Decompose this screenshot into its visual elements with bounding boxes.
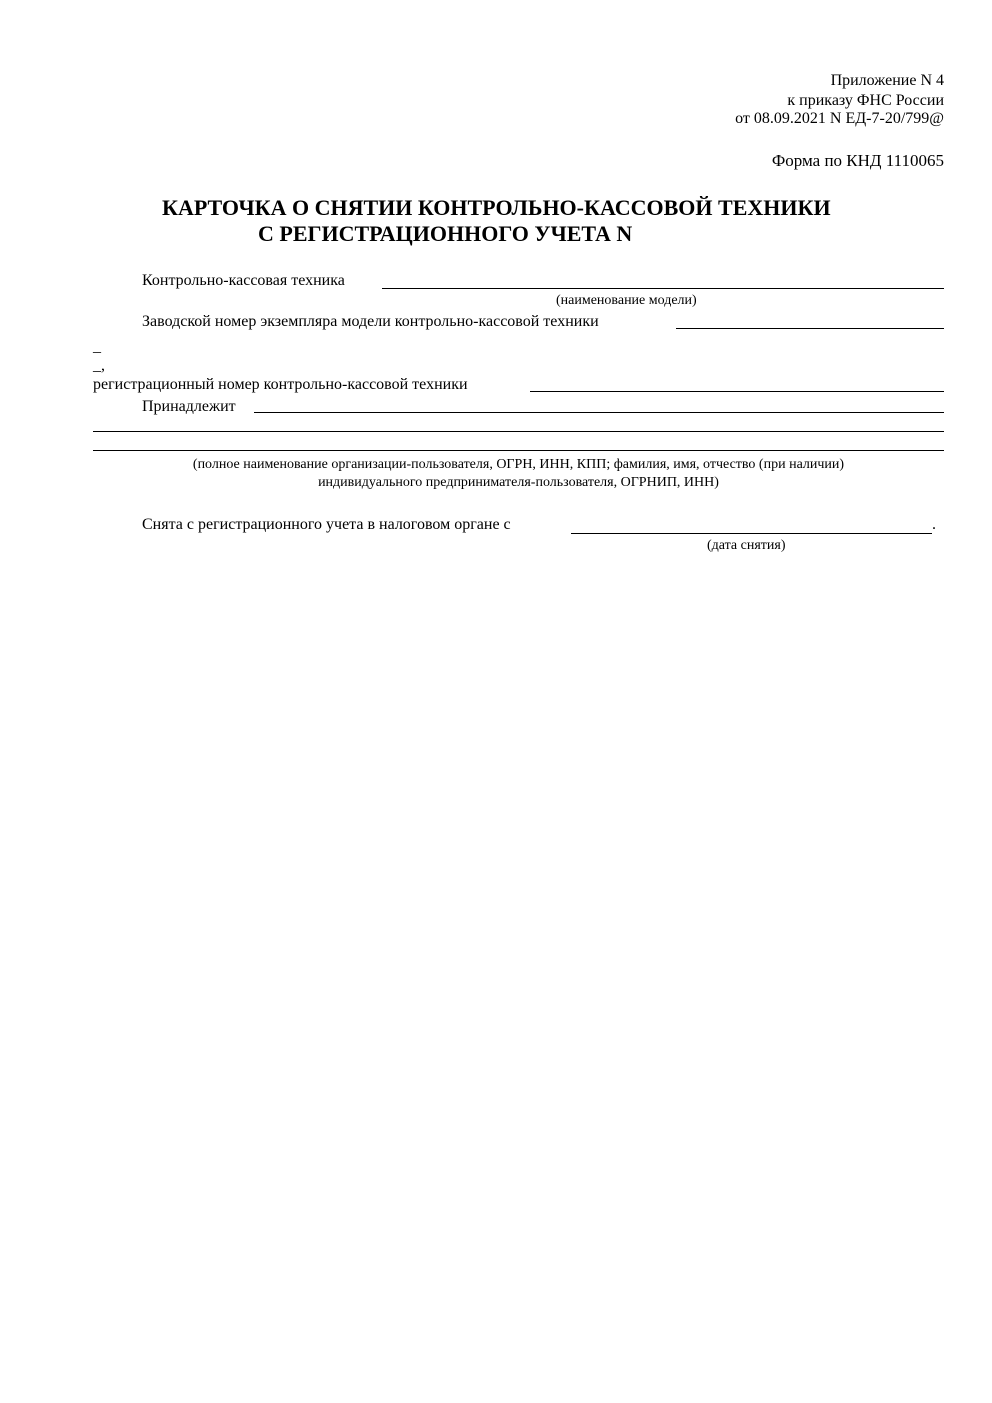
kkt-model-hint: (наименование модели) — [556, 293, 697, 308]
kkt-model-input-line[interactable] — [382, 288, 944, 289]
order-reference: к приказу ФНС России — [787, 92, 944, 109]
dash-mark-1: _ — [93, 338, 101, 355]
document-title-line-1: КАРТОЧКА О СНЯТИИ КОНТРОЛЬНО-КАССОВОЙ ТЕХНИКИ — [162, 195, 831, 220]
deregistration-date-input-line[interactable] — [571, 533, 932, 534]
owner-hint-line-1: (полное наименование организации-пользователя, ОГРН, ИНН, КПП; фамилия, имя, отчество (при наличии) — [192, 457, 845, 472]
owner-input-line-2[interactable] — [93, 431, 944, 432]
document-title-line-2: С РЕГИСТРАЦИОННОГО УЧЕТА N — [258, 221, 633, 246]
owner-input-line-1[interactable] — [254, 412, 944, 413]
owner-label: Принадлежит — [142, 398, 236, 415]
serial-number-input-line[interactable] — [676, 328, 944, 329]
dash-mark-2: _, — [93, 357, 105, 374]
owner-hint-line-2: индивидуального предпринимателя-пользователя, ОГРНИП, ИНН) — [318, 475, 719, 490]
kkt-label: Контрольно-кассовая техника — [142, 272, 345, 289]
deregistration-label: Снята с регистрационного учета в налоговом органе с — [142, 516, 511, 533]
reg-number-label: регистрационный номер контрольно-кассовой техники — [93, 376, 468, 393]
deregistration-date-hint: (дата снятия) — [707, 538, 786, 553]
owner-input-line-3[interactable] — [93, 450, 944, 451]
serial-number-label: Заводской номер экземпляра модели контрольно-кассовой техники — [142, 313, 599, 330]
appendix-number: Приложение N 4 — [830, 72, 944, 89]
deregistration-period: . — [932, 516, 936, 533]
order-date: от 08.09.2021 N ЕД-7-20/799@ — [735, 110, 944, 127]
form-code: Форма по КНД 1110065 — [771, 151, 944, 170]
reg-number-input-line[interactable] — [530, 391, 944, 392]
